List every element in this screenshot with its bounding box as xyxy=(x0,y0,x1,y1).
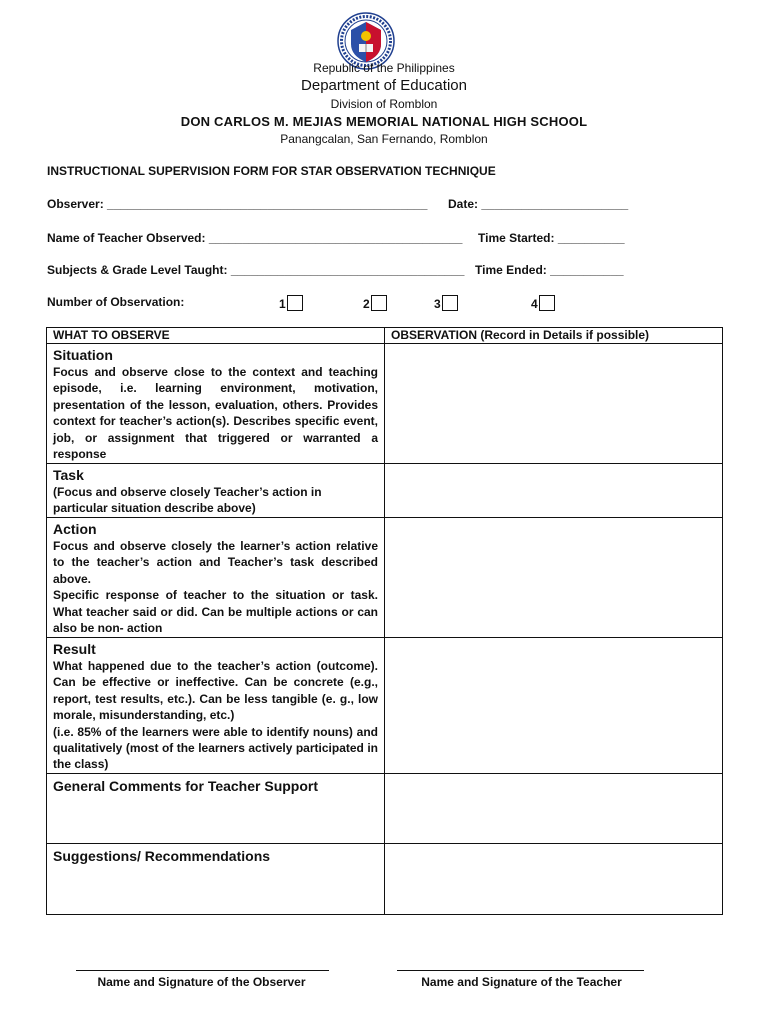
form-title: INSTRUCTIONAL SUPERVISION FORM FOR STAR OBSERVATION TECHNIQUE xyxy=(47,164,496,178)
observation-option-2[interactable]: 2 xyxy=(363,295,387,311)
observation-number-label: Number of Observation: xyxy=(47,295,185,309)
suggestions-cell[interactable] xyxy=(385,843,723,914)
subjects-row xyxy=(47,263,464,277)
table-row-action xyxy=(47,518,723,638)
result-observation-cell[interactable] xyxy=(385,638,723,774)
task-description: (Focus and observe closely Teacher’s action in particular situation describe above) xyxy=(53,485,322,516)
action-description-2: Specific response of teacher to the situation or task. What teacher said or did. Can be multiple actions or can also be non- action xyxy=(53,588,378,636)
col-header-what-to-observe: WHAT TO OBSERVE xyxy=(47,328,385,344)
time-ended-label: Time Ended: xyxy=(475,263,547,277)
observer-signature-label: Name and Signature of the Observer xyxy=(97,975,306,989)
observation-option-4[interactable]: 4 xyxy=(531,295,555,311)
subjects-field[interactable]: ___________________________________ xyxy=(230,263,465,277)
table-row-suggestions xyxy=(47,843,723,914)
situation-title: Situation xyxy=(53,347,113,363)
teacher-row xyxy=(47,231,462,245)
school-name: DON CARLOS M. MEJIAS MEMORIAL NATIONAL HIGH SCHOOL xyxy=(180,114,588,129)
date-field[interactable]: ______________________ xyxy=(481,197,629,211)
result-description-2: (i.e. 85% of the learners were able to identify nouns) and qualitatively (most of the learners actively participated in the class) xyxy=(53,724,378,772)
general-comments-cell[interactable] xyxy=(385,773,723,843)
department-heading: Department of Education xyxy=(301,77,467,94)
result-description: What happened due to the teacher’s action (outcome). Can be effective or ineffective. Can be concrete (e.g., report, test results, etc.). Can be less tangible (e. g., low morale, misunderstanding, etc.) xyxy=(53,659,378,723)
observer-row xyxy=(47,197,427,211)
checkbox-3[interactable] xyxy=(442,295,458,311)
situation-description: Focus and observe close to the context and teaching episode, i.e. learning environment, motivation, presentation of the lesson, evaluation, others. Provides context for teacher’s action(s). Describes specific event, job, or assignment that triggered or warranted a response xyxy=(53,365,378,462)
teacher-signature-line[interactable] xyxy=(397,970,644,971)
observer-label: Observer: xyxy=(47,197,104,211)
table-row-result xyxy=(47,638,723,774)
observer-signature-line[interactable] xyxy=(76,970,329,971)
time-ended-row xyxy=(475,263,624,277)
subjects-label: Subjects & Grade Level Taught: xyxy=(47,263,228,277)
task-title: Task xyxy=(53,467,84,483)
checkbox-4[interactable] xyxy=(539,295,555,311)
teacher-label: Name of Teacher Observed: xyxy=(47,231,206,245)
observer-field[interactable]: ________________________________________________ xyxy=(107,197,428,211)
situation-observation-cell[interactable] xyxy=(385,344,723,464)
action-observation-cell[interactable] xyxy=(385,518,723,638)
action-title: Action xyxy=(53,521,97,537)
teacher-signature-label: Name and Signature of the Teacher xyxy=(421,975,622,989)
teacher-field[interactable]: ______________________________________ xyxy=(208,231,463,245)
table-row-situation xyxy=(47,344,723,464)
observation-option-3[interactable]: 3 xyxy=(434,295,458,311)
checkbox-1[interactable] xyxy=(287,295,303,311)
time-started-field[interactable]: __________ xyxy=(557,231,625,245)
table-header-row xyxy=(47,328,723,344)
checkbox-2[interactable] xyxy=(371,295,387,311)
general-comments-title: General Comments for Teacher Support xyxy=(53,777,319,794)
date-label: Date: xyxy=(448,197,479,211)
time-ended-field[interactable]: ___________ xyxy=(550,263,624,277)
action-description: Focus and observe closely the learner’s action relative to the teacher’s action and Teacher’s task described above. xyxy=(53,539,378,586)
result-title: Result xyxy=(53,641,96,657)
table-row-task xyxy=(47,464,723,518)
observation-option-1[interactable]: 1 xyxy=(279,295,303,311)
time-started-row xyxy=(478,231,625,245)
observation-table xyxy=(46,327,723,915)
table-row-general-comments xyxy=(47,773,723,843)
suggestions-title: Suggestions/ Recommendations xyxy=(53,847,271,864)
school-address: Panangcalan, San Fernando, Romblon xyxy=(280,132,488,146)
division-heading: Division of Romblon xyxy=(330,97,438,111)
republic-heading: Republic of the Philippines xyxy=(313,61,455,75)
date-row xyxy=(448,197,628,211)
col-header-observation: OBSERVATION (Record in Details if possible) xyxy=(385,328,723,344)
task-observation-cell[interactable] xyxy=(385,464,723,518)
time-started-label: Time Started: xyxy=(478,231,555,245)
